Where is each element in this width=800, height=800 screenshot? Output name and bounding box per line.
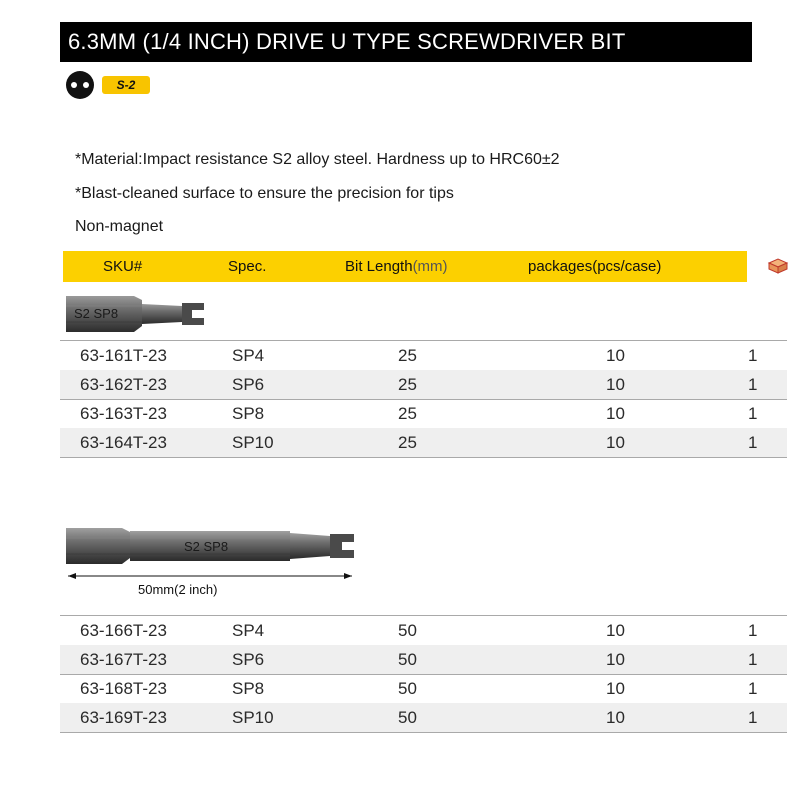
box-icon xyxy=(767,257,789,275)
cell-spec: SP8 xyxy=(232,679,265,698)
cell-length: 50 xyxy=(398,679,417,698)
cell-sku: 63-168T-23 xyxy=(80,679,167,698)
cell-length: 25 xyxy=(398,375,417,394)
cell-qty: 1 xyxy=(748,346,758,365)
cell-packages: 10 xyxy=(606,346,625,365)
header-packages: packages(pcs/case) xyxy=(528,258,662,275)
table-header xyxy=(63,251,747,282)
cell-qty: 1 xyxy=(748,433,758,452)
cell-packages: 10 xyxy=(606,433,625,452)
cell-sku: 63-166T-23 xyxy=(80,621,167,640)
cell-length: 50 xyxy=(398,621,417,640)
table-row xyxy=(60,428,787,458)
short-bit-label: S2 SP8 xyxy=(74,306,119,321)
cell-qty: 1 xyxy=(748,650,758,669)
cell-sku: 63-167T-23 xyxy=(80,650,167,669)
cell-spec: SP4 xyxy=(232,346,265,365)
table-row xyxy=(60,645,787,675)
cell-sku: 63-161T-23 xyxy=(80,346,167,365)
cell-qty: 1 xyxy=(748,679,758,698)
cell-qty: 1 xyxy=(748,621,758,640)
cell-spec: SP4 xyxy=(232,621,265,640)
header-sku: SKU# xyxy=(103,258,143,275)
short-bit-image xyxy=(64,290,214,338)
cell-packages: 10 xyxy=(606,404,625,423)
cell-qty: 1 xyxy=(748,375,758,394)
spanner-tip-icon xyxy=(66,71,94,99)
header-length-unit: (mm) xyxy=(412,258,448,275)
cell-packages: 10 xyxy=(606,621,625,640)
cell-sku: 63-163T-23 xyxy=(80,404,167,423)
dimension-label: 50mm(2 inch) xyxy=(138,582,218,597)
cell-spec: SP6 xyxy=(232,375,265,394)
cell-packages: 10 xyxy=(606,708,625,727)
cell-length: 25 xyxy=(398,433,417,452)
header-spec: Spec. xyxy=(228,258,267,275)
cell-packages: 10 xyxy=(606,679,625,698)
cell-length: 25 xyxy=(398,404,417,423)
table-row xyxy=(60,370,787,400)
cell-sku: 63-169T-23 xyxy=(80,708,167,727)
s2-material-badge: S-2 xyxy=(102,76,150,94)
cell-spec: SP10 xyxy=(232,708,274,727)
table-row xyxy=(60,703,787,733)
header-length: Bit Length(mm) xyxy=(345,258,448,275)
long-bit-image xyxy=(64,522,364,584)
table-row xyxy=(60,340,787,371)
feature-magnet: Non-magnet xyxy=(75,218,164,235)
cell-length: 50 xyxy=(398,708,417,727)
cell-packages: 10 xyxy=(606,650,625,669)
cell-packages: 10 xyxy=(606,375,625,394)
cell-length: 50 xyxy=(398,650,417,669)
table-row xyxy=(60,615,787,646)
cell-qty: 1 xyxy=(748,404,758,423)
cell-qty: 1 xyxy=(748,708,758,727)
feature-material: *Material:Impact resistance S2 alloy steel. Hardness up to HRC60±2 xyxy=(75,151,560,168)
table-row xyxy=(60,399,787,429)
cell-length: 25 xyxy=(398,346,417,365)
cell-spec: SP8 xyxy=(232,404,265,423)
cell-sku: 63-164T-23 xyxy=(80,433,167,452)
feature-surface: *Blast-cleaned surface to ensure the precision for tips xyxy=(75,185,454,202)
cell-sku: 63-162T-23 xyxy=(80,375,167,394)
long-bit-label: S2 SP8 xyxy=(184,539,229,554)
cell-spec: SP6 xyxy=(232,650,265,669)
badge-row xyxy=(66,70,150,100)
table-row xyxy=(60,674,787,704)
cell-spec: SP10 xyxy=(232,433,274,452)
page-title: 6.3MM (1/4 INCH) DRIVE U TYPE SCREWDRIVER BIT xyxy=(60,22,752,62)
